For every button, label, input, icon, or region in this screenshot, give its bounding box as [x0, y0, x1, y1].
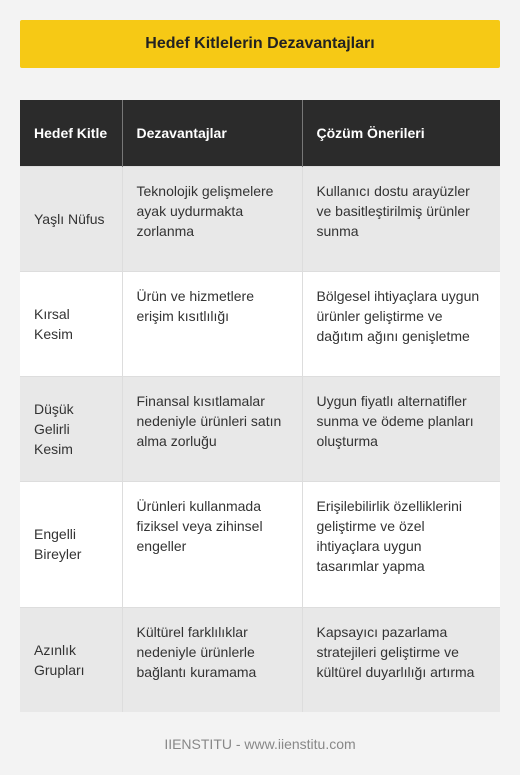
cell-solution: Bölgesel ihtiyaçlara uygun ürünler geliştirme ve dağıtım ağını genişletme [302, 271, 500, 376]
header-target: Hedef Kitle [20, 100, 122, 166]
cell-target: Azınlık Grupları [20, 607, 122, 712]
table-row [20, 376, 500, 481]
header-solution: Çözüm Önerileri [302, 100, 500, 166]
table-row [20, 607, 500, 712]
footer-credit: IIENSTITU - www.iienstitu.com [164, 736, 356, 752]
cell-solution: Kapsayıcı pazarlama stratejileri geliştirme ve kültürel duyarlılığı artırma [302, 607, 500, 712]
cell-disadvantage: Kültürel farklılıklar nedeniyle ürünlerle bağlantı kuramama [122, 607, 302, 712]
cell-disadvantage: Ürün ve hizmetlere erişim kısıtlılığı [122, 271, 302, 376]
cell-solution: Kullanıcı dostu arayüzler ve basitleştirilmiş ürünler sunma [302, 166, 500, 271]
page-title: Hedef Kitlelerin Dezavantajları [145, 35, 375, 52]
cell-target: Yaşlı Nüfus [20, 166, 122, 271]
title-banner [20, 20, 500, 68]
cell-solution: Uygun fiyatlı alternatifler sunma ve ödeme planları oluşturma [302, 376, 500, 481]
cell-target: Kırsal Kesim [20, 271, 122, 376]
cell-target: Engelli Bireyler [20, 481, 122, 607]
cell-disadvantage: Finansal kısıtlamalar nedeniyle ürünleri satın alma zorluğu [122, 376, 302, 481]
table-row [20, 166, 500, 271]
table-row [20, 481, 500, 607]
table-row [20, 271, 500, 376]
header-disadvantage: Dezavantajlar [122, 100, 302, 166]
cell-target: Düşük Gelirli Kesim [20, 376, 122, 481]
disadvantages-table [20, 100, 500, 712]
cell-disadvantage: Ürünleri kullanmada fiziksel veya zihinsel engeller [122, 481, 302, 607]
cell-solution: Erişilebilirlik özelliklerini geliştirme ve özel ihtiyaçlara uygun tasarımlar yapma [302, 481, 500, 607]
cell-disadvantage: Teknolojik gelişmelere ayak uydurmakta zorlanma [122, 166, 302, 271]
table-header-row [20, 100, 500, 166]
